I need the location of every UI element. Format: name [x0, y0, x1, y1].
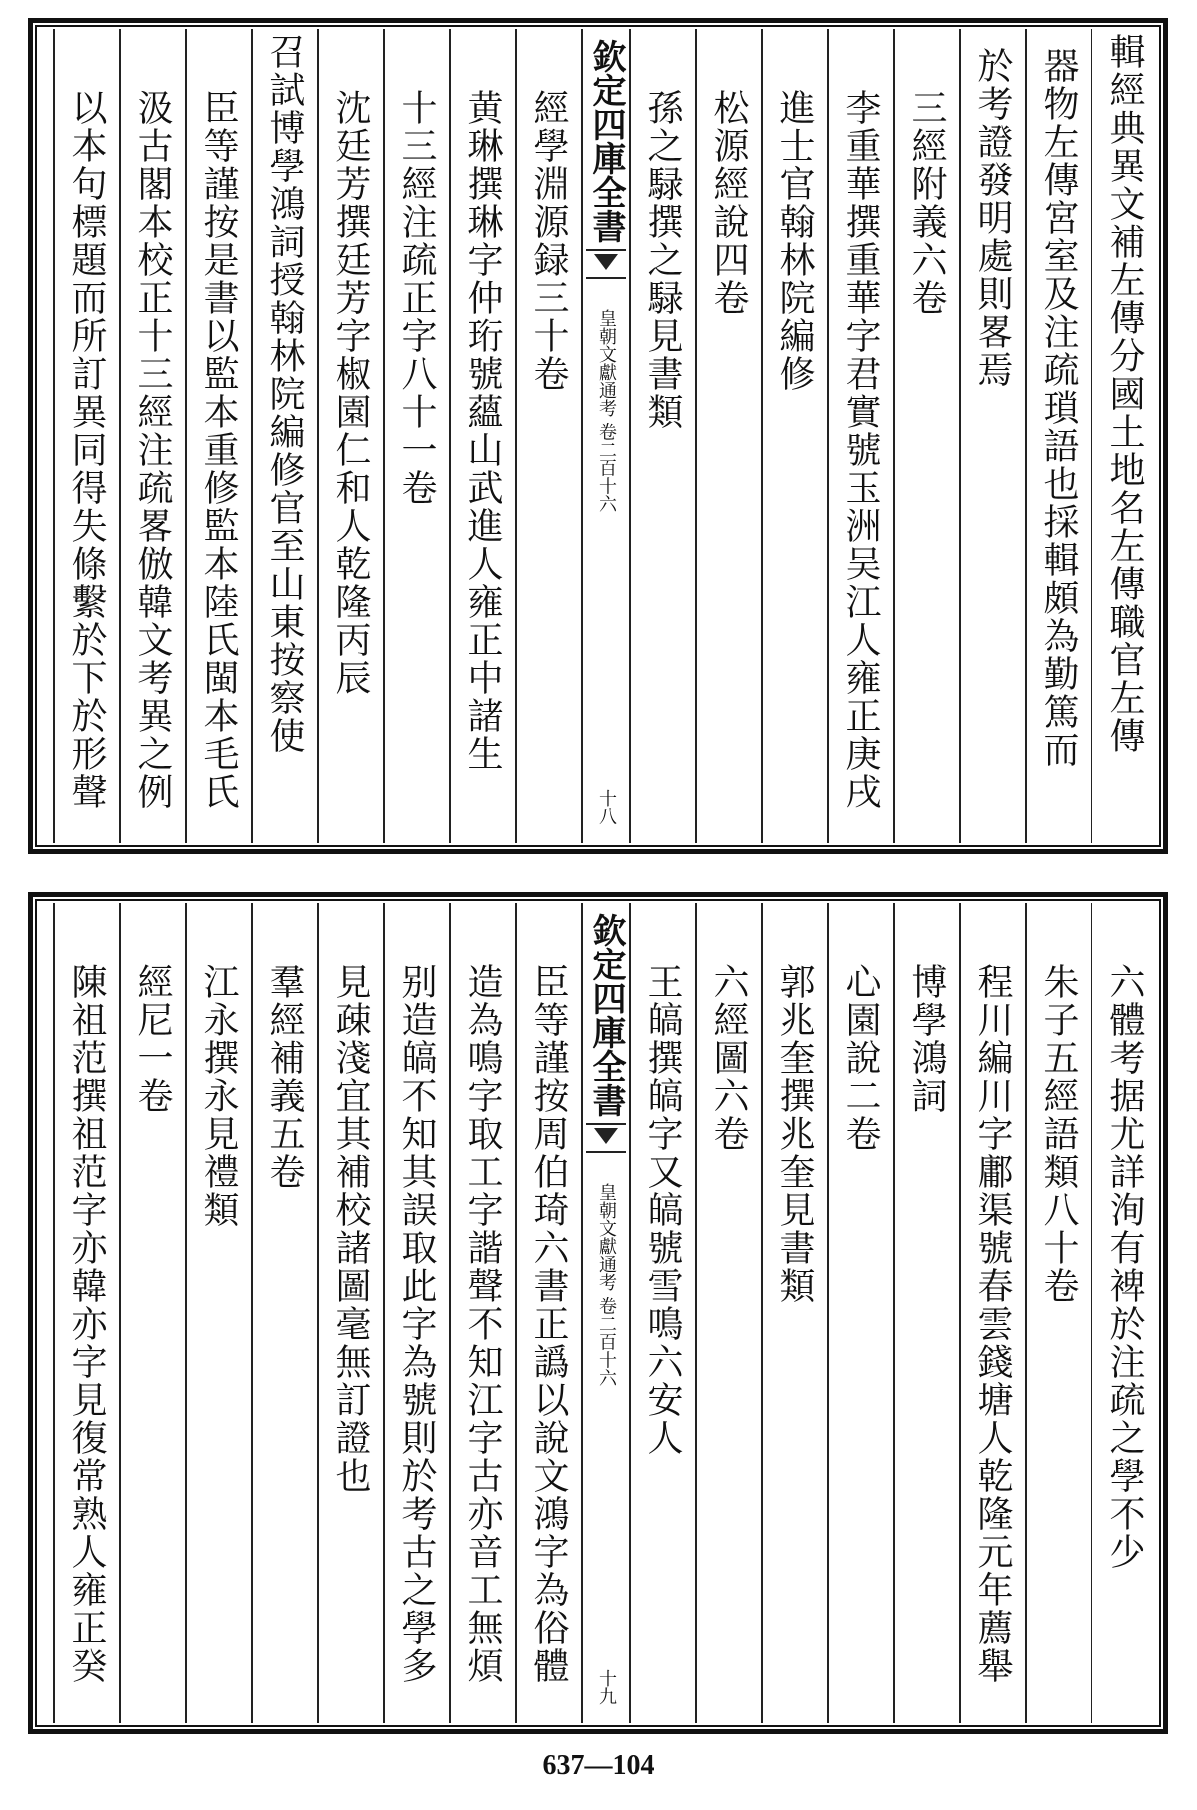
- center-subtitle: 皇朝文獻通考 卷二百十六: [596, 1183, 617, 1387]
- bottom-page-columns: [39, 903, 1157, 1723]
- text-column: 於考證發明處則畧焉: [959, 29, 1025, 843]
- text-column: 博學鴻詞: [893, 903, 959, 1723]
- text-column: 李重華撰重華字君實號玉洲吴江人雍正庚戌: [827, 29, 893, 843]
- text-column: 羣經補義五卷: [251, 903, 317, 1723]
- text-column: 黄琳撰琳字仲珩號蘊山武進人雍正中諸生: [449, 29, 515, 843]
- text-column: 别造皜不知其誤取此字為號則於考古之學多: [383, 903, 449, 1723]
- text-column: 郭兆奎撰兆奎見書類: [761, 903, 827, 1723]
- text-column: 經學淵源録三十卷: [515, 29, 581, 843]
- text-column: 臣等謹按周伯琦六書正譌以說文鴻字為俗體: [515, 903, 581, 1723]
- center-title: 欽定四庫全書: [586, 39, 626, 243]
- text-column: 輯經典異文補左傳分國土地名左傳職官左傳: [1091, 29, 1157, 843]
- text-column: 心園說二卷: [827, 903, 893, 1723]
- bottom-page: [28, 892, 1168, 1734]
- fish-tail-mark: [586, 1123, 626, 1153]
- text-column: 朱子五經語類八十卷: [1025, 903, 1091, 1723]
- top-page-columns: [39, 29, 1157, 843]
- text-column: 見疎淺宜其補校諸圖毫無訂證也: [317, 903, 383, 1723]
- center-title: 欽定四庫全書: [586, 913, 626, 1117]
- text-column: 江永撰永見禮類: [185, 903, 251, 1723]
- text-column: 孫之騄撰之騄見書類: [629, 29, 695, 843]
- text-column: 以本句標題而所訂異同得失條繫於下於形聲: [53, 29, 119, 843]
- text-column: 器物左傳宮室及注疏瑣語也採輯頗為勤篤而: [1025, 29, 1091, 843]
- top-page: [28, 18, 1168, 854]
- text-column: 經尼一卷: [119, 903, 185, 1723]
- text-column: 召試博學鴻詞授翰林院編修官至山東按察使: [251, 29, 317, 843]
- text-column: 王皜撰皜字又皜號雪鳴六安人: [629, 903, 695, 1723]
- folio-number: 十八: [596, 789, 617, 825]
- text-column: 陳祖范撰祖范字亦韓亦字見復常熟人雍正癸: [53, 903, 119, 1723]
- text-column: 程川編川字鄘渠號春雲錢塘人乾隆元年薦舉: [959, 903, 1025, 1723]
- page-number: 637—104: [542, 1750, 655, 1781]
- center-fold: [581, 29, 629, 843]
- text-column: 造為鳴字取工字諧聲不知江字古亦音工無煩: [449, 903, 515, 1723]
- text-column: 三經附義六卷: [893, 29, 959, 843]
- text-column: 六經圖六卷: [695, 903, 761, 1723]
- center-subtitle: 皇朝文獻通考 卷二百十六: [596, 309, 617, 513]
- center-fold: [581, 903, 629, 1723]
- fish-tail-mark: [586, 249, 626, 279]
- text-column: 松源經說四卷: [695, 29, 761, 843]
- text-column: 沈廷芳撰廷芳字椒園仁和人乾隆丙辰: [317, 29, 383, 843]
- text-column: 十三經注疏正字八十一卷: [383, 29, 449, 843]
- folio-number: 十九: [596, 1669, 617, 1705]
- text-column: 臣等謹按是書以監本重修監本陸氏閩本毛氏: [185, 29, 251, 843]
- text-column: 六體考据尤詳洵有裨於注疏之學不少: [1091, 903, 1157, 1723]
- text-column: 汲古閣本校正十三經注疏畧倣韓文考異之例: [119, 29, 185, 843]
- text-column: 進士官翰林院編修: [761, 29, 827, 843]
